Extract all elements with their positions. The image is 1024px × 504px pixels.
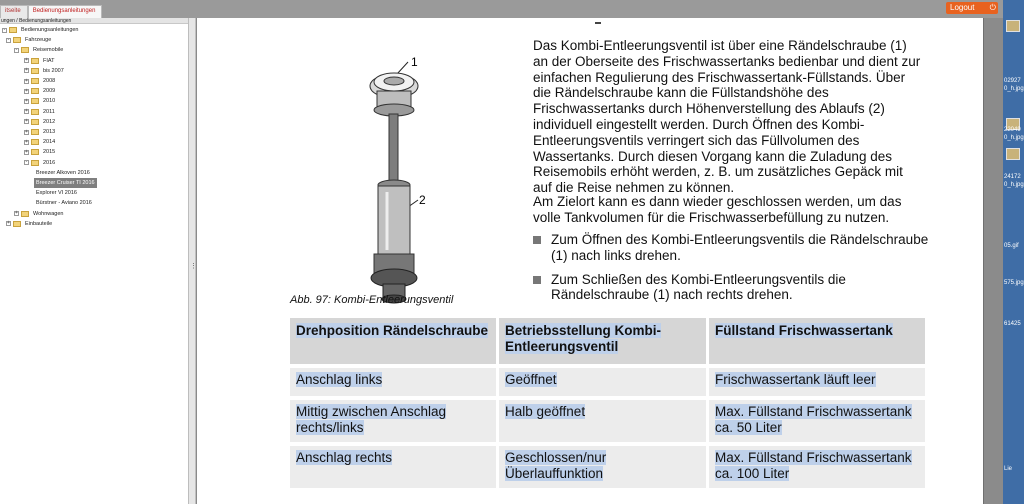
tree-node[interactable] [24,96,57,106]
tree-node-label: 2008 [43,78,56,84]
tree-node[interactable] [24,137,57,147]
folder-icon [13,221,21,227]
desktop-file-label[interactable]: 05.gif [1004,243,1019,249]
tree-node[interactable] [24,76,57,86]
desktop-thumbnail-icon[interactable] [1006,148,1020,160]
folder-icon [13,37,21,43]
tree-node[interactable] [24,158,57,168]
folder-icon [21,47,29,53]
expand-icon[interactable]: + [25,97,28,104]
power-icon: ⏻ [989,3,996,12]
desktop-thumbnail-icon[interactable] [1006,20,1020,32]
table-header-row [290,318,928,364]
tree-node-label: bis 2007 [43,67,64,74]
tree-node-label: Explorer VI 2016 [36,190,77,197]
expand-icon[interactable]: + [25,128,28,135]
tree-node-label: FIAT [43,57,55,64]
logout-label: Logout [950,3,975,12]
folder-icon [31,160,39,166]
folder-icon [21,211,29,217]
desktop-file-label[interactable]: 61425 [1004,321,1021,327]
tree-node[interactable] [24,66,66,76]
table-cell: Geschlossen/nur Überlauffunktion [499,446,706,488]
table-row [290,442,928,488]
table-header-cell: Drehposition Rändelschraube [290,318,496,364]
tree-node-label: 2012 [43,118,56,125]
folder-icon [31,58,39,64]
table-cell: Anschlag rechts [290,446,496,488]
desktop-file-label[interactable]: 0_h.jpg [1004,135,1024,141]
valve-illustration [289,36,469,311]
tree-node-label: 2016 [43,159,56,166]
folder-icon [31,139,39,145]
breadcrumb: ungen / Bedienungsanleitungen [0,18,188,24]
table-header-cell: Füllstand Frischwassertank [709,318,925,364]
paragraph-destination: Am Zielort kann es dann wieder geschlossen werden, um das volle Tankvolumen für die Frischwasserbefüllung zu nutzen. [533,194,902,225]
table-row [290,364,928,396]
table-cell: Mittig zwischen Anschlag rechts/links [290,400,496,442]
tree-node-label: Fahrzeuge [25,37,52,44]
expand-icon[interactable]: + [25,108,28,115]
tree-node[interactable] [34,168,92,178]
page-top-fragment [595,18,601,24]
expand-icon[interactable]: + [15,210,18,217]
tree-node[interactable] [34,178,97,188]
desktop-file-label[interactable]: 02927 [1004,78,1021,84]
window-edge [983,18,1003,504]
expand-icon[interactable]: + [25,138,28,145]
tree-node-label: Bedienungsanleitungen [21,27,79,33]
pane-splitter[interactable] [189,18,196,504]
tree-node[interactable] [24,86,57,96]
tree-node-label: Breezer Cruiser TI 2016 [36,180,95,186]
folder-icon [31,88,39,94]
expand-icon[interactable]: + [7,220,10,227]
table-cell: Halb geöffnet [499,400,706,442]
folder-icon [31,78,39,84]
tree-node[interactable] [24,117,57,127]
tab-bedienungsanleitungen[interactable]: Bedienungsanleitungen [28,5,103,18]
tree-node-label: 2010 [43,98,56,105]
tree-node[interactable] [14,209,65,219]
expand-icon[interactable]: + [25,67,28,74]
collapse-icon[interactable]: - [3,26,6,33]
folder-icon [31,129,39,135]
instruction-list [533,232,933,311]
tree-node[interactable] [6,35,53,45]
browser-top-bar [0,0,1024,18]
collapse-icon[interactable]: - [25,159,28,166]
table-cell: Max. Füllstand Frischwassertank ca. 50 Liter [709,400,925,442]
instruction-close: Zum Schließen des Kombi-Entleerungsventils die Rändelschraube (1) nach rechts drehen. [533,272,933,304]
tree-panel [0,18,189,504]
tree-node[interactable] [24,147,57,157]
expand-icon[interactable]: + [25,148,28,155]
tree-node-label: 2014 [43,139,56,146]
folder-icon [31,149,39,155]
desktop-file-label[interactable]: Lie [1004,466,1013,472]
tree-node[interactable] [34,198,94,208]
expand-icon[interactable]: + [25,57,28,64]
paragraph-description: Das Kombi-Entleerungsventil ist über eine Rändelschraube (1) an der Oberseite des Frischwassertanks bedienbar und dient zur einfachen Regulierung des Frischwassertank-Füllstands. Über die Rändelschraube kann die Füllstandshöhe des Frischwassertanks durch Höhenverstellung des Ablaufs (2) individuell eingestellt werden. Durch Öffnen des Kombi-Entleerungsventils verringert sich das Füllvolumen des Wassertanks. Durch diesen Vorgang kann die Zuladung des Reisemobils erhöht werden, z. B. um zusätzliches Gepäck mit auf die Reise nehmen zu können. [533,38,921,196]
desktop-background [1003,0,1024,504]
table-cell: Frischwassertank läuft leer [709,368,925,396]
folder-icon [9,27,17,33]
tree-node-label: 2015 [43,149,56,156]
tree-node-label: Breezer Alkoven 2016 [36,169,90,176]
tree-node[interactable] [34,188,79,198]
expand-icon[interactable]: + [25,87,28,94]
document-view [197,18,983,504]
desktop-file-label[interactable]: 0_h.jpg [1004,86,1024,92]
collapse-icon[interactable]: - [15,46,18,53]
splitter-grip-icon[interactable]: ⋮ [190,263,197,270]
tree-node[interactable] [24,56,57,66]
tree-node-label: 2011 [43,108,55,115]
tab-strip [0,5,102,18]
tree-node-label: Reisemobile [33,47,64,54]
instruction-open: Zum Öffnen des Kombi-Entleerungsventils die Rändelschraube (1) nach links drehen. [533,232,933,264]
tab-startseite[interactable]: itseite [0,5,28,18]
desktop-file-label[interactable]: 575.jpg [1004,280,1024,286]
desktop-file-label[interactable]: 24172 [1004,174,1021,180]
tree-node-label: Wohnwagen [33,210,64,217]
tree-node[interactable] [24,107,57,117]
table-row [290,396,928,442]
folder-icon [31,68,39,74]
folder-icon [31,119,39,125]
valve-position-table [290,318,928,488]
table-header-cell: Betriebsstellung Kombi-Entleerungsventil [499,318,706,364]
logout-button[interactable] [946,2,998,14]
table-cell: Anschlag links [290,368,496,396]
desktop-file-label[interactable]: 22049 [1004,127,1021,133]
table-cell: Max. Füllstand Frischwassertank ca. 100 Liter [709,446,925,488]
expand-icon[interactable]: + [25,77,28,84]
tree-node-label: Einbauteile [25,220,53,227]
table-cell: Geöffnet [499,368,706,396]
tree-node-label: 2013 [43,129,56,135]
tree-node[interactable] [2,25,81,35]
tree-node-label: Bürstner - Aviano 2016 [36,200,92,207]
callout-2: 2 [419,193,426,207]
collapse-icon[interactable]: - [7,36,10,43]
desktop-file-label[interactable]: 0_h.jpg [1004,182,1024,188]
tree-node[interactable] [14,45,65,55]
folder-icon [31,98,39,104]
callout-1: 1 [411,55,418,69]
folder-icon [31,109,39,115]
tree-node-label: 2009 [43,88,56,95]
expand-icon[interactable]: + [25,118,28,125]
tree-node[interactable] [24,127,57,137]
figure-caption: Abb. 97: Kombi-Entleerungsventil [290,294,454,306]
tree-node[interactable] [6,219,54,229]
